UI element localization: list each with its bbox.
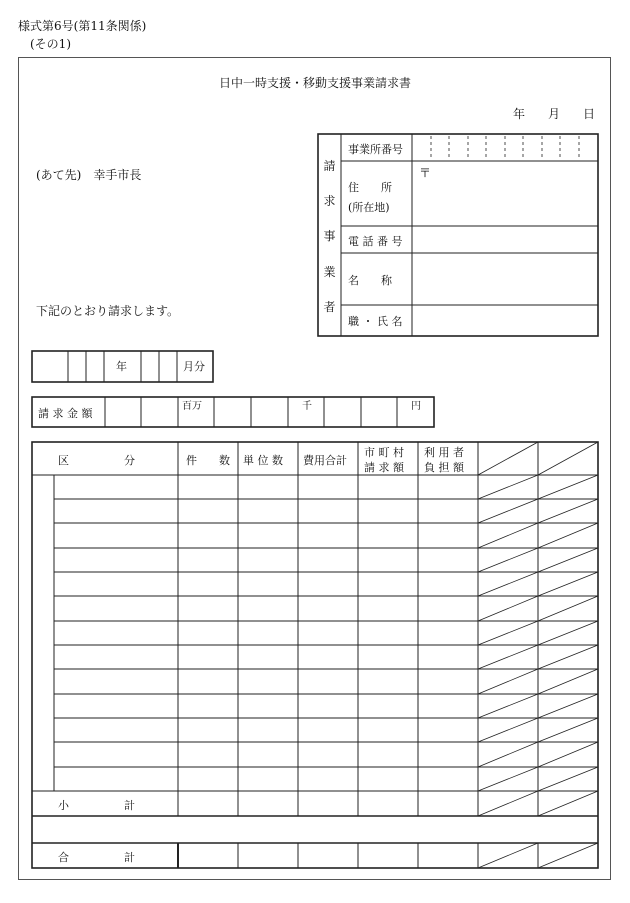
header-count: 件 数 xyxy=(186,454,230,467)
date-year-label: 年 xyxy=(513,107,526,121)
amount-label: 請 求 金 額 xyxy=(38,407,93,420)
amount-unit-yen: 円 xyxy=(411,401,421,412)
amount-unit-thousand: 千 xyxy=(302,401,312,412)
claimant-side-char: 請 xyxy=(323,159,336,174)
page-title: 日中一時支援・移動支援事業請求書 xyxy=(218,76,411,90)
claimant-side-char: 業 xyxy=(323,264,336,279)
header-municipal-line2: 請 求 額 xyxy=(364,461,404,474)
request-statement: 下記のとおり請求します。 xyxy=(36,304,180,318)
addressee: (あて先) 幸手市長 xyxy=(36,168,142,182)
date-day-label: 日 xyxy=(583,107,596,121)
amount-unit-million: 百万 xyxy=(182,401,202,412)
form-number: 様式第6号(第11条関係) xyxy=(18,19,147,33)
company-name-label: 名 称 xyxy=(348,274,392,287)
total-label: 合 計 xyxy=(58,851,135,864)
subtotal-label: 小 計 xyxy=(58,799,135,812)
claimant-side-char: 求 xyxy=(323,194,336,209)
date-month-label: 月 xyxy=(548,107,561,121)
header-municipal-line1: 市 町 村 xyxy=(364,446,404,459)
phone-label: 電 話 番 号 xyxy=(348,235,403,248)
period-year-label: 年 xyxy=(116,360,127,373)
postal-mark: 〒 xyxy=(419,166,432,180)
claimant-side-char: 者 xyxy=(323,299,336,314)
header-units: 単 位 数 xyxy=(243,454,283,467)
header-user-line1: 利 用 者 xyxy=(424,446,464,459)
header-user-line2: 負 担 額 xyxy=(424,461,464,474)
claimant-side-char: 事 xyxy=(323,229,336,244)
sheet-number: (その1) xyxy=(30,37,71,51)
address-label: 住 所 xyxy=(348,181,392,194)
address-location-label: (所在地) xyxy=(348,201,390,214)
period-month-label: 月分 xyxy=(183,360,205,373)
claimant-side-label xyxy=(318,148,341,324)
title-name-label: 職 ・ 氏 名 xyxy=(348,315,403,328)
office-number-label: 事業所番号 xyxy=(348,143,403,156)
header-category: 区 分 xyxy=(58,454,135,467)
header-total-cost: 費用合計 xyxy=(303,454,347,467)
